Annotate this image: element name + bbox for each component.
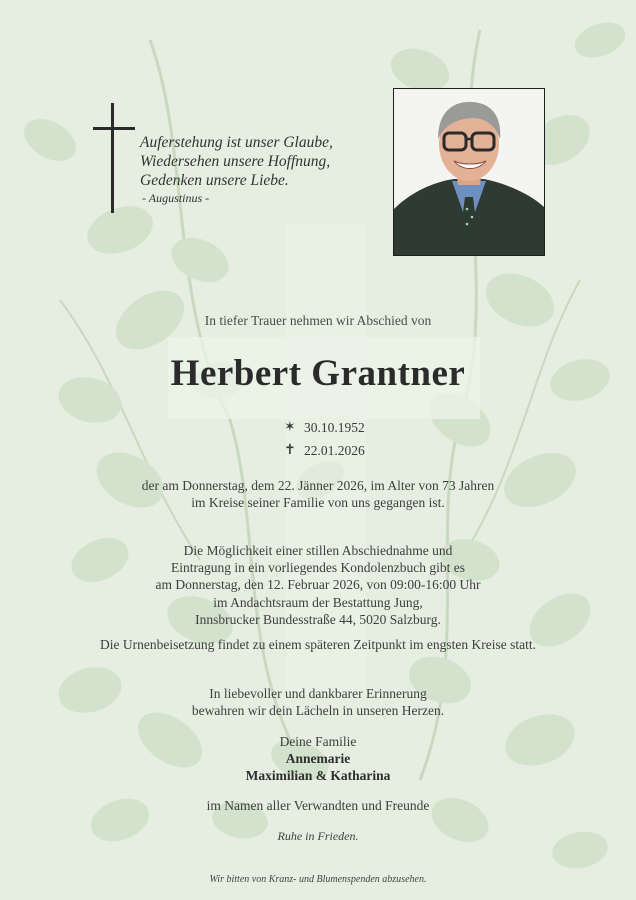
cross-small-icon: ✝ (284, 443, 296, 458)
family-block (0, 733, 636, 785)
relatives-line: im Namen aller Verwandten und Freunde (206, 798, 430, 813)
quote-block (140, 133, 333, 206)
text-line: am Donnerstag, den 12. Februar 2026, von 09:00-16:00 Uhr (155, 577, 481, 593)
family-member: Annemarie (285, 751, 351, 767)
text-line: In liebevoller und dankbarer Erinnerung (209, 686, 427, 701)
family-member: Maximilian & Katharina (245, 768, 391, 784)
birth-date: 30.10.1952 (304, 420, 365, 435)
text-line: bewahren wir dein Lächeln in unseren Herzen. (191, 703, 445, 719)
quote-author: - Augustinus - (142, 191, 210, 205)
text-line: Eintragung in ein vorliegendes Kondolenzbuch gibt es (171, 560, 465, 576)
life-dates (284, 416, 365, 462)
quote-line: Wiedersehen unsere Hoffnung, (140, 153, 331, 170)
text-line: Die Möglichkeit einer stillen Abschiednahme und (183, 543, 453, 558)
deceased-name: Herbert Grantner (170, 353, 466, 394)
remembrance-paragraph (0, 685, 636, 719)
family-intro: Deine Familie (279, 734, 357, 749)
text-line: der am Donnerstag, dem 22. Jänner 2026, im Alter von 73 Jahren (141, 478, 495, 493)
portrait-photo (393, 88, 545, 256)
cross-icon (93, 103, 135, 213)
rest-in-peace: Ruhe in Frieden. (277, 829, 359, 843)
burial-info: Die Urnenbeisetzung findet zu einem späteren Zeitpunkt im engsten Kreise statt. (100, 637, 536, 652)
text-line: Innsbrucker Bundesstraße 44, 5020 Salzburg. (195, 611, 441, 627)
text-line: im Andachtsraum der Bestattung Jung, (213, 594, 423, 610)
quote-line: Gedenken unsere Liebe. (140, 172, 289, 189)
intro-text: In tiefer Trauer nehmen wir Abschied von (204, 313, 432, 328)
death-notice-paragraph (0, 477, 636, 511)
footer-note: Wir bitten von Kranz- und Blumenspenden abzusehen. (209, 874, 427, 885)
star-icon: ✶ (284, 420, 296, 435)
death-date: 22.01.2026 (304, 443, 365, 458)
farewell-info-paragraph (0, 542, 636, 628)
text-line: im Kreise seiner Familie von uns gegangen ist. (191, 495, 445, 511)
quote-line: Auferstehung ist unser Glaube, (140, 134, 333, 151)
